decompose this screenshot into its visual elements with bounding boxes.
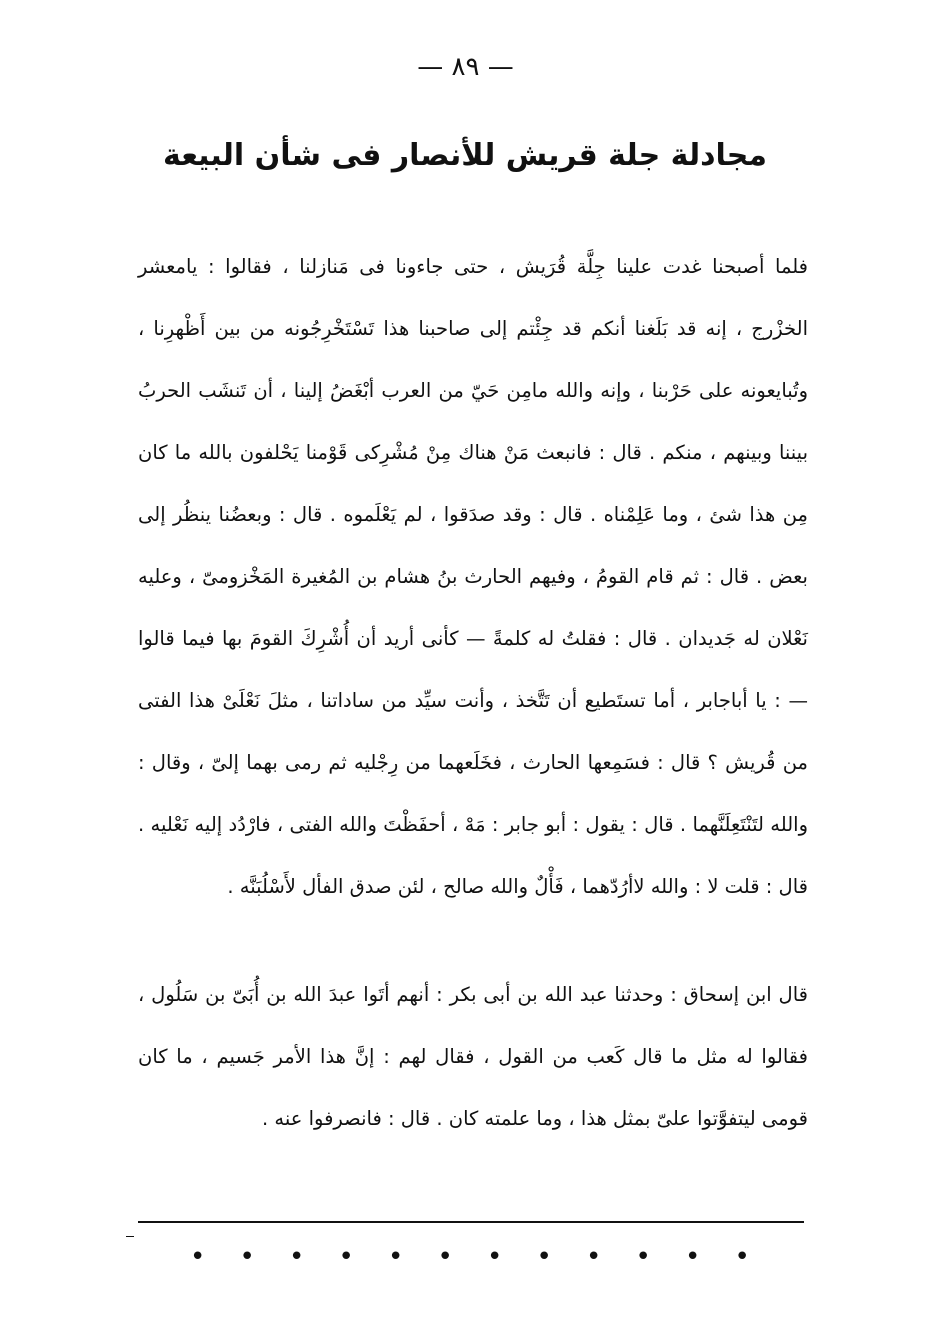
footer-dot: •: [685, 1242, 701, 1272]
footer-dot: •: [190, 1242, 206, 1272]
footer-dot: •: [635, 1242, 651, 1272]
footer-dot: •: [734, 1242, 750, 1272]
footer-dot: •: [239, 1242, 255, 1272]
footer-dot: •: [487, 1242, 503, 1272]
footer-rule: [138, 1221, 804, 1223]
footer-dot: •: [388, 1242, 404, 1272]
paragraph-1: فلما أصبحنا غدت علينا جِلَّة قُرَيش ، حتى جاءونا فى مَنازلنا ، فقالوا : يامعشر الخزْرج ، إنه قد بَلَغنا أنكم قد جِئْتم إلى صاحبنا هذا تَسْتَخْرِجُونه من بين أَظْهرِنا ، وتُبايعونه على حَرْبنا ، وإنه والله مامِن حَيّ من العرب أبْغَضُ إلينا ، أن تَنشَب الحربُ بيننا وبينهم ، منكم . قال : فانبعث مَنْ هناك مِنْ مُشْرِكى قَوْمنا يَحْلفون بالله ما كان مِن هذا شئ ، وما عَلِمْناه . قال : وقد صدَقوا ، لم يَعْلَموه . قال : وبعضُنا ينظُر إلى بعض . قال : ثم قام القومُ ، وفيهم الحارث بنُ هشام بن المُغيرة المَخْزومىّ ، وعليه نَعْلان له جَديدان . قال : فقلتُ له كلمةً — كأنى أريد أن أُشْرِكَ القومَ بها فيما قالوا — : يا أباجابر ، أما تستَطيع أن تَتَّخذ ، وأنت سيِّد من ساداتنا ، مثلَ نَعْلَىْ هذا الفتى من قُريش ؟ قال : فسَمِعها الحارث ، فخَلَعهما من رِجْليه ثم رمى بهما إلىّ ، وقال : والله لتَنْتَعِلَنَّهما . قال : يقول : أبو جابر : مَهْ ، أحفَظْتَ والله الفتى ، فارْدُد إليه نَعْليه . قال : قلت لا : والله لاأرُدّهما ، فَأْلٌ والله صالح ، لئن صدق الفأل لأَسْلُبَنَّه .: [138, 255, 808, 898]
footer-dots: [190, 1244, 750, 1270]
page-number: — ٨٩ —: [417, 52, 514, 82]
footer-dot: •: [289, 1242, 305, 1272]
paragraph-2: قال ابن إسحاق : وحدثنا عبد الله بن أبى بكر : أنهم أتَوا عبدَ الله بن أُبَىّ بن سَلُول ، فقالوا له مثل ما قال كَعب من القول ، فقال لهم : إنَّ هذا الأمر جَسيم ، ما كان قومى ليتفوَّتوا علىّ بمثل هذا ، وما علمته كان . قال : فانصرفوا عنه .: [138, 983, 808, 1130]
footer-rule-tick: [126, 1236, 134, 1237]
footer-dot: •: [437, 1242, 453, 1272]
footer-dot: •: [586, 1242, 602, 1272]
footer-dot: •: [338, 1242, 354, 1272]
chapter-title: مجادلة جلة قريش للأنصار فى شأن البيعة: [163, 138, 767, 173]
footer-dot: •: [536, 1242, 552, 1272]
